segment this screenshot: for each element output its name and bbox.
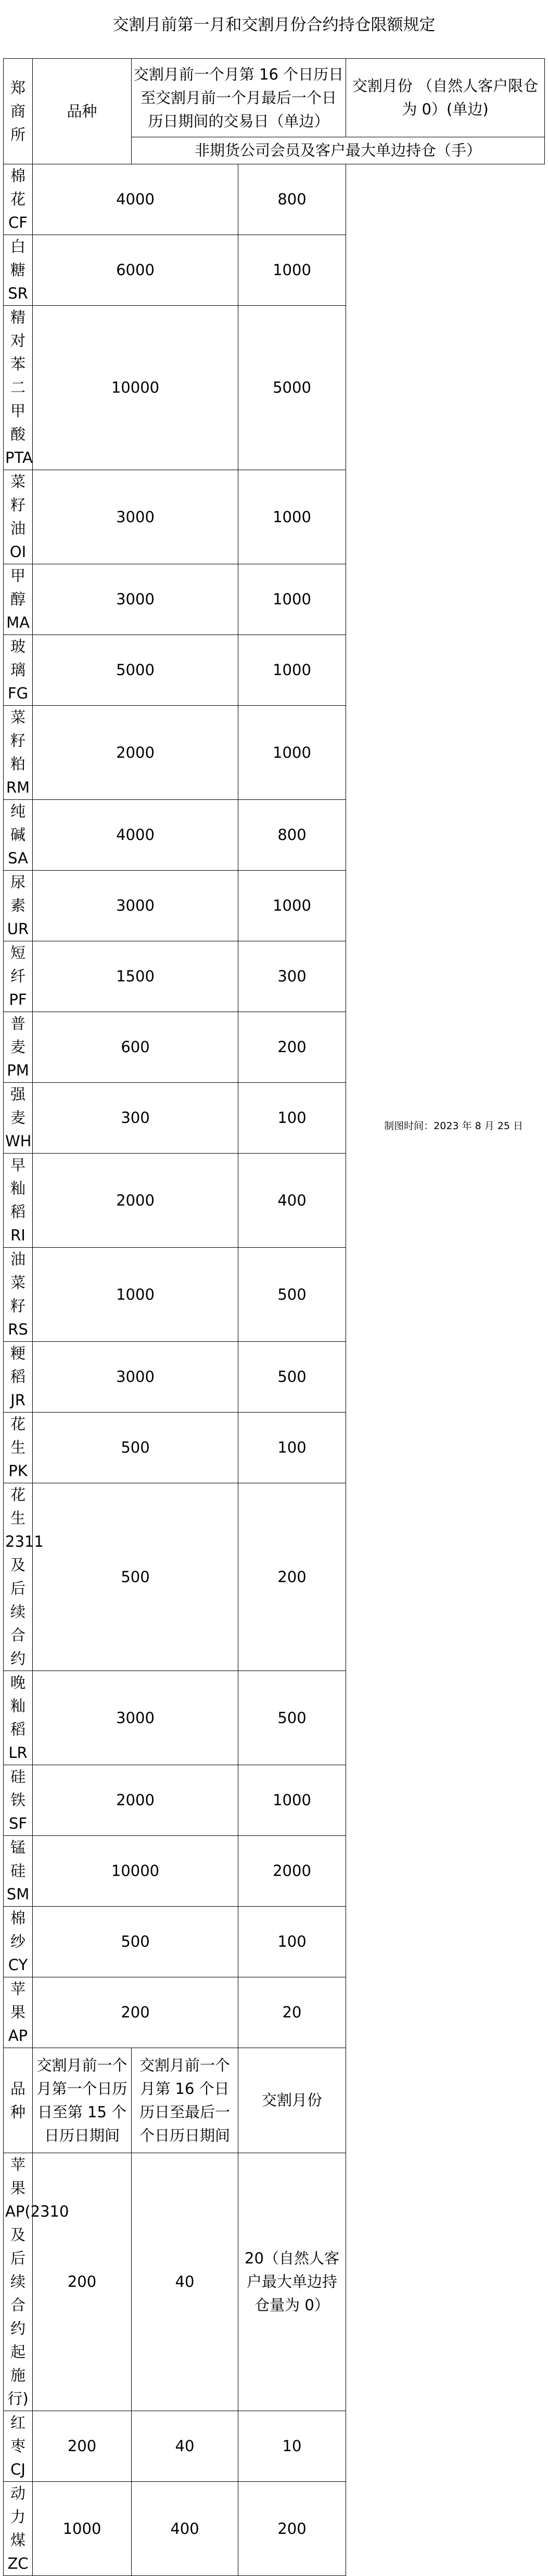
pre-delivery-limit: 10000	[33, 306, 238, 470]
variety-name: 锰硅 SM	[4, 1836, 33, 1907]
pre-delivery-limit: 2000	[33, 1154, 238, 1248]
chart-date: 制图时间：2023 年 8 月 25 日	[384, 1120, 523, 1132]
pre-delivery-limit: 1000	[33, 1248, 238, 1342]
pre-delivery-limit: 600	[33, 1012, 238, 1083]
pre-delivery-limit: 500	[33, 1483, 238, 1671]
variety-name: 动力煤 ZC	[4, 2482, 33, 2576]
pre-delivery-limit: 2000	[33, 706, 238, 800]
pre-delivery-limit: 3000	[33, 1342, 238, 1413]
pre-delivery-limit: 3000	[33, 470, 238, 564]
pre-delivery-limit: 3000	[33, 564, 238, 635]
table-row	[4, 941, 545, 1012]
variety-name: 棉纱 CY	[4, 1907, 33, 1977]
variety-name: 菜籽油 OI	[4, 470, 33, 564]
exchange-char-1: 郑	[10, 79, 26, 97]
delivery-month-limit: 1000	[238, 1765, 346, 1836]
table-row	[4, 1413, 545, 1483]
section2-header-row	[4, 2048, 545, 2153]
delivery-month-limit: 1000	[238, 871, 346, 941]
first-half-header: 交割月前一个月第一个日历日至第 15 个日历日期间	[33, 2048, 132, 2153]
table-row	[4, 2411, 545, 2482]
table-row	[4, 470, 545, 564]
table-row	[4, 1765, 545, 1836]
pre-delivery-limit: 3000	[33, 871, 238, 941]
variety-name: 尿素 UR	[4, 871, 33, 941]
table-row	[4, 1671, 545, 1765]
variety-name: 晚籼稻 LR	[4, 1671, 33, 1765]
delivery-month-limit: 400	[238, 1154, 346, 1248]
delivery-month-limit: 100	[238, 1413, 346, 1483]
pre-delivery-header: 交割月前一个月第 16 个日历日至交割月前一个月最后一个日历日期间的交易日（单边）	[132, 59, 346, 137]
delivery-month-limit: 100	[238, 1083, 346, 1154]
section1-body	[4, 164, 545, 2048]
variety-name: 甲醇 MA	[4, 564, 33, 635]
variety-name: 苹果 AP(2310 及后续合约起施行)	[4, 2153, 33, 2411]
variety-name: 油菜籽 RS	[4, 1248, 33, 1342]
delivery-month-limit: 200	[238, 2482, 346, 2576]
pre-delivery-limit: 500	[33, 1413, 238, 1483]
variety-name: 苹果 AP	[4, 1977, 33, 2048]
pre-delivery-limit: 300	[33, 1083, 238, 1154]
table-row	[4, 1977, 545, 2048]
second-half-limit: 400	[132, 2482, 238, 2576]
variety-name: 花生 2311 及后续合约	[4, 1483, 33, 1671]
variety-header: 品种	[33, 59, 132, 164]
pre-delivery-limit: 200	[33, 1977, 238, 2048]
variety-name: 棉花 CF	[4, 164, 33, 235]
pre-delivery-limit: 4000	[33, 164, 238, 235]
table-row	[4, 1342, 545, 1413]
table-row	[4, 2482, 545, 2576]
pre-delivery-limit: 4000	[33, 800, 238, 871]
exchange-char-2: 商	[10, 102, 26, 120]
delivery-month-limit: 100	[238, 1907, 346, 1977]
delivery-month-limit: 10	[238, 2411, 346, 2482]
variety-header-2: 品种	[4, 2048, 33, 2153]
second-half-header: 交割月前一个月第 16 个日历日至最后一个日历日期间	[132, 2048, 238, 2153]
pre-delivery-limit: 5000	[33, 635, 238, 706]
exchange-char-3: 所	[10, 125, 26, 144]
pre-delivery-limit: 1500	[33, 941, 238, 1012]
variety-name: 纯碱 SA	[4, 800, 33, 871]
table-row	[4, 1154, 545, 1248]
section1-header-row	[4, 59, 545, 137]
pre-delivery-limit: 10000	[33, 1836, 238, 1907]
delivery-month-limit: 1000	[238, 564, 346, 635]
delivery-month-limit: 2000	[238, 1836, 346, 1907]
table-row	[4, 1907, 545, 1977]
position-limit-table	[3, 58, 545, 2576]
delivery-month-limit: 500	[238, 1342, 346, 1413]
variety-name: 花生 PK	[4, 1413, 33, 1483]
second-half-limit: 40	[132, 2153, 238, 2411]
first-half-limit: 200	[33, 2411, 132, 2482]
delivery-month-limit: 1000	[238, 706, 346, 800]
variety-name: 早籼稻 RI	[4, 1154, 33, 1248]
variety-name: 红枣 CJ	[4, 2411, 33, 2482]
first-half-limit: 200	[33, 2153, 132, 2411]
page-title: 交割月前第一月和交割月份合约持仓限额规定	[112, 16, 436, 34]
variety-name: 普麦 PM	[4, 1012, 33, 1083]
exchange-cell	[4, 59, 33, 164]
delivery-month-limit: 1000	[238, 470, 346, 564]
delivery-month-limit: 1000	[238, 635, 346, 706]
delivery-month-limit: 200	[238, 1012, 346, 1083]
delivery-month-limit: 500	[238, 1248, 346, 1342]
table-row	[4, 635, 545, 706]
pre-delivery-limit: 3000	[33, 1671, 238, 1765]
table-row	[4, 706, 545, 800]
variety-name: 短纤 PF	[4, 941, 33, 1012]
table-row	[4, 564, 545, 635]
delivery-month-limit: 300	[238, 941, 346, 1012]
table-row	[4, 306, 545, 470]
pre-delivery-limit: 2000	[33, 1765, 238, 1836]
table-row	[4, 2153, 545, 2411]
table-row	[4, 1483, 545, 1671]
delivery-month-limit: 500	[238, 1671, 346, 1765]
pre-delivery-limit: 500	[33, 1907, 238, 1977]
table-row	[4, 235, 545, 306]
delivery-month-limit: 800	[238, 164, 346, 235]
delivery-month-limit: 5000	[238, 306, 346, 470]
section2-body	[4, 2048, 545, 2576]
delivery-month-header: 交割月份 （自然人客户限仓为 0）(单边)	[346, 59, 545, 137]
variety-name: 硅铁 SF	[4, 1765, 33, 1836]
delivery-month-limit: 800	[238, 800, 346, 871]
table-row	[4, 1012, 545, 1083]
delivery-month-limit: 20（自然人客户最大单边持仓量为 0）	[238, 2153, 346, 2411]
delivery-month-limit: 200	[238, 1483, 346, 1671]
variety-name: 精对苯二甲酸 PTA	[4, 306, 33, 470]
max-position-subheader: 非期货公司会员及客户最大单边持仓（手）	[132, 137, 545, 164]
first-half-limit: 1000	[33, 2482, 132, 2576]
table-row	[4, 164, 545, 235]
delivery-month-header-2: 交割月份	[238, 2048, 346, 2153]
pre-delivery-limit: 6000	[33, 235, 238, 306]
table-row	[4, 871, 545, 941]
variety-name: 粳稻 JR	[4, 1342, 33, 1413]
table-row	[4, 800, 545, 871]
table-row	[4, 1248, 545, 1342]
table-row	[4, 1836, 545, 1907]
variety-name: 菜籽粕 RM	[4, 706, 33, 800]
delivery-month-limit: 20	[238, 1977, 346, 2048]
delivery-month-limit: 1000	[238, 235, 346, 306]
variety-name: 白糖 SR	[4, 235, 33, 306]
second-half-limit: 40	[132, 2411, 238, 2482]
variety-name: 玻璃 FG	[4, 635, 33, 706]
variety-name: 强麦 WH	[4, 1083, 33, 1154]
